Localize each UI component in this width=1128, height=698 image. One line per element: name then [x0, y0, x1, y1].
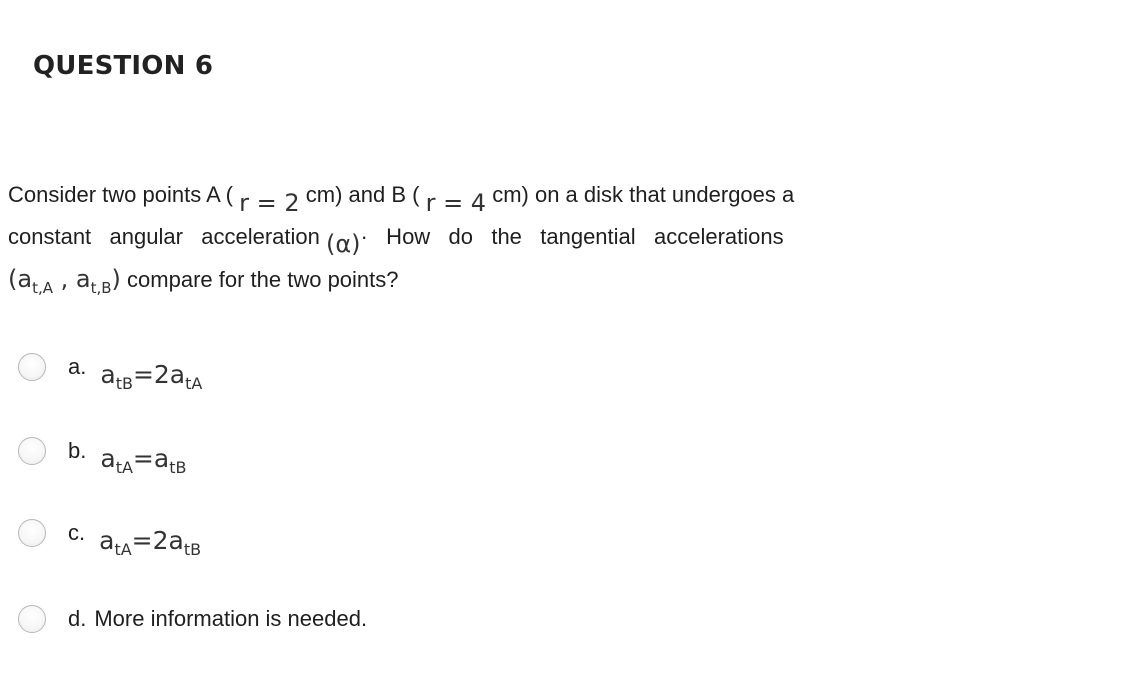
equation-lhs-subscript: tB — [115, 373, 133, 393]
equation-relation: =2a — [132, 359, 186, 389]
option-letter: a. — [68, 354, 87, 379]
pair-subscript: t,A — [32, 279, 53, 297]
option-letter: c. — [68, 520, 86, 545]
stem-text: compare for the two points? — [120, 267, 399, 292]
radio-button-c[interactable] — [18, 519, 46, 547]
equation-relation: =a — [132, 443, 170, 473]
question-stem-line-1 — [8, 180, 988, 217]
pair-open: (a — [8, 265, 33, 293]
stem-text: Consider two points A ( — [8, 182, 240, 207]
option-text: More information is needed. — [94, 606, 368, 631]
answer-option-a[interactable] — [18, 350, 203, 393]
equation-relation: =2a — [131, 525, 184, 555]
option-letter: b. — [68, 438, 87, 463]
question-stem-line-2 — [8, 222, 988, 258]
question-stem-line-3 — [8, 265, 988, 297]
radio-button-b[interactable] — [18, 437, 46, 465]
equation-rhs-subscript: tB — [183, 539, 202, 559]
radio-button-d[interactable] — [18, 605, 46, 633]
acceleration-pair — [8, 265, 121, 297]
pair-close: ) — [111, 265, 121, 293]
equation-lhs: a — [100, 443, 116, 473]
radius-value: = 4 — [435, 189, 487, 217]
option-equation — [100, 443, 187, 477]
stem-text: · How do the tangential accelerations — [360, 224, 784, 249]
option-letter: d. — [68, 606, 87, 631]
radius-value: = 2 — [249, 189, 300, 217]
answer-option-b[interactable] — [18, 434, 187, 477]
pair-mid: , a — [53, 265, 91, 293]
pair-subscript: t,B — [90, 279, 112, 297]
question-title: QUESTION 6 — [33, 51, 214, 81]
equation-rhs-subscript: tA — [185, 373, 203, 393]
stem-text: constant angular acceleration — [8, 224, 326, 249]
radius-variable: r — [239, 189, 249, 217]
stem-text: cm) and B ( — [299, 182, 426, 207]
radius-variable: r — [425, 189, 436, 217]
alpha-symbol: (α) — [325, 230, 361, 258]
option-equation — [100, 359, 203, 393]
radio-button-a[interactable] — [18, 353, 46, 381]
equation-lhs-subscript: tA — [114, 539, 132, 559]
stem-text: cm) on a disk that undergoes a — [486, 182, 795, 207]
answer-option-c[interactable] — [18, 516, 202, 559]
equation-lhs: a — [99, 525, 115, 555]
equation-lhs: a — [100, 359, 116, 389]
equation-lhs-subscript: tA — [115, 457, 133, 477]
answer-option-d[interactable] — [18, 602, 367, 636]
option-equation — [99, 525, 202, 559]
equation-rhs-subscript: tB — [169, 457, 187, 477]
